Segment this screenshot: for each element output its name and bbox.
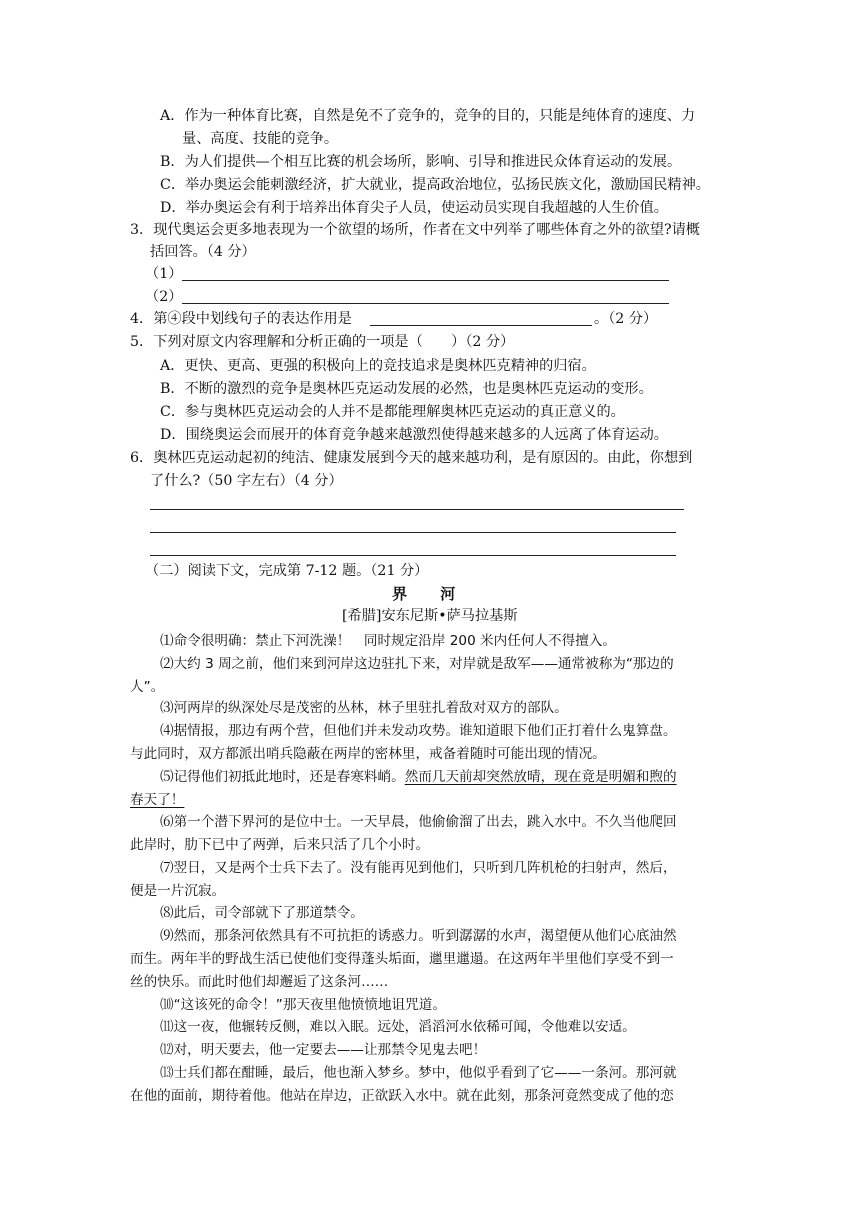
paragraph-4-cont: 与此同时，双方都派出哨兵隐蔽在两岸的密林里，戒备着随时可能出现的情况。 xyxy=(130,746,606,762)
paragraph-7-cont: 便是一片沉寂。 xyxy=(130,883,226,899)
q5-stem: 5．下列对原文内容理解和分析正确的一项是（ ）（2 分） xyxy=(130,334,515,350)
passage-title: 界 河 xyxy=(392,585,470,603)
underlined-sentence-cont: 春天了！ xyxy=(130,792,185,808)
paragraph-6-cont: 此岸时，肋下已中了两弹，后来只活了几个小时。 xyxy=(130,837,430,853)
paragraph-3: ⑶河两岸的纵深处尽是茂密的丛林，林子里驻扎着敌对双方的部队。 xyxy=(160,700,568,716)
q3-stem-cont: 括回答。（4 分） xyxy=(150,244,256,260)
q3-answer-line-2[interactable] xyxy=(182,303,669,304)
paragraph-5-text: ⑸记得他们初抵此地时，还是春寒料峭。 xyxy=(160,769,405,785)
paragraph-11: ⑾这一夜，他辗转反侧，难以入眠。远处，滔滔河水依稀可闻，令他难以安适。 xyxy=(160,1019,636,1035)
q5-option-c: C．参与奥林匹克运动会的人并不是都能理解奥林匹克运动的真正意义的。 xyxy=(160,404,625,420)
paragraph-4: ⑷据情报，那边有两个营，但他们并未发动攻势。谁知道眼下他们正打着什么鬼算盘。 xyxy=(160,723,677,739)
q2-option-c: C．举办奥运会能刺激经济，扩大就业，提高政治地位，弘扬民族文化，激励国民精神。 xyxy=(160,177,710,193)
paragraph-1: ⑴命令很明确：禁止下河洗澡！ 同时规定沿岸 200 米内任何人不得擅入。 xyxy=(160,633,616,649)
q6-stem: 6．奥林匹克运动起初的纯洁、健康发展到今天的越来越功利，是有原因的。由此，你想到 xyxy=(130,450,693,466)
q3-answer-line-1[interactable] xyxy=(182,280,669,281)
paragraph-2: ⑵大约 3 周之前，他们来到河岸这边驻扎下来，对岸就是敌军——通常被称为“那边的 xyxy=(160,656,674,672)
paragraph-8: ⑻此后，司令部就下了那道禁令。 xyxy=(160,905,364,921)
q6-answer-line-1[interactable] xyxy=(150,509,684,510)
q6-stem-cont: 了什么?（50 字左右）（4 分） xyxy=(150,473,343,489)
q6-answer-line-3[interactable] xyxy=(150,555,676,556)
q5-option-d: D．围绕奥运会而展开的体育竞争越来越激烈使得越来越多的人远离了体育运动。 xyxy=(160,427,668,443)
q4-stem: 4．第④段中划线句子的表达作用是 xyxy=(130,311,352,327)
q2-option-a-cont: 量、高度、技能的竞争。 xyxy=(182,131,339,147)
q4-points: 。（2 分） xyxy=(594,311,658,327)
paragraph-10: ⑽“这该死的命令！”那天夜里他愤愤地诅咒道。 xyxy=(160,997,446,1013)
q2-option-a: A．作为一种体育比赛，自然是免不了竞争的，竞争的目的，只能是纯体育的速度、力 xyxy=(160,108,696,124)
paragraph-2-cont: 人”。 xyxy=(130,679,165,695)
q2-option-b: B．为人们提供—个相互比赛的机会场所，影响、引导和推进民众体育运动的发展。 xyxy=(160,154,682,170)
paragraph-6: ⑹第一个潜下界河的是位中士。一天早晨，他偷偷溜了出去，跳入水中。不久当他爬回 xyxy=(160,814,677,830)
underlined-sentence: 然而几天前却突然放晴，现在竟是明媚和煦的 xyxy=(404,769,677,785)
q6-answer-line-2[interactable] xyxy=(150,532,676,533)
q2-option-d: D．举办奥运会有利于培养出体育尖子人员，使运动员实现自我超越的人生价值。 xyxy=(160,200,668,216)
paragraph-7: ⑺翌日，又是两个士兵下去了。没有能再见到他们，只听到几阵机枪的扫射声，然后， xyxy=(160,860,677,876)
paragraph-9-cont-1: 而生。两年半的野战生活已使他们变得蓬头垢面，邋里邋遢。在这两年半里他们享受不到一 xyxy=(130,951,674,967)
paragraph-5 xyxy=(160,767,677,787)
q3-stem: 3．现代奥运会更多地表现为一个欲望的场所，作者在文中列举了哪些体育之外的欲望?请概 xyxy=(130,222,700,238)
passage-author: [希腊]安东尼斯•萨马拉基斯 xyxy=(342,608,518,624)
q3-item-2-label: （2） xyxy=(145,289,183,305)
q3-item-1-label: （1） xyxy=(145,266,183,282)
paragraph-9-cont-2: 丝的快乐。而此时他们却邂逅了这条河…… xyxy=(130,974,389,990)
paragraph-12: ⑿对，明天要去，他一定要去——让那禁令见鬼去吧！ xyxy=(160,1042,487,1058)
section-heading: （二）阅读下文，完成第 7-12 题。（21 分） xyxy=(145,563,429,579)
q4-answer-line[interactable] xyxy=(370,325,592,326)
paragraph-13-cont: 在他的面前，期待着他。他站在岸边，正欲跃入水中。就在此刻，那条河竟然变成了他的恋 xyxy=(130,1088,674,1104)
q5-option-b: B．不断的激烈的竞争是奥林匹克运动发展的必然，也是奥林匹克运动的变形。 xyxy=(160,381,653,397)
paragraph-13: ⒀士兵们都在酣睡，最后，他也渐入梦乡。梦中，他似乎看到了它——一条河。那河就 xyxy=(160,1065,677,1081)
paragraph-9: ⑼然而，那条河依然具有不可抗拒的诱惑力。听到潺潺的水声，渴望便从他们心底油然 xyxy=(160,928,677,944)
q5-option-a: A．更快、更高、更强的积极向上的竞技追求是奥林匹克精神的归宿。 xyxy=(160,358,596,374)
